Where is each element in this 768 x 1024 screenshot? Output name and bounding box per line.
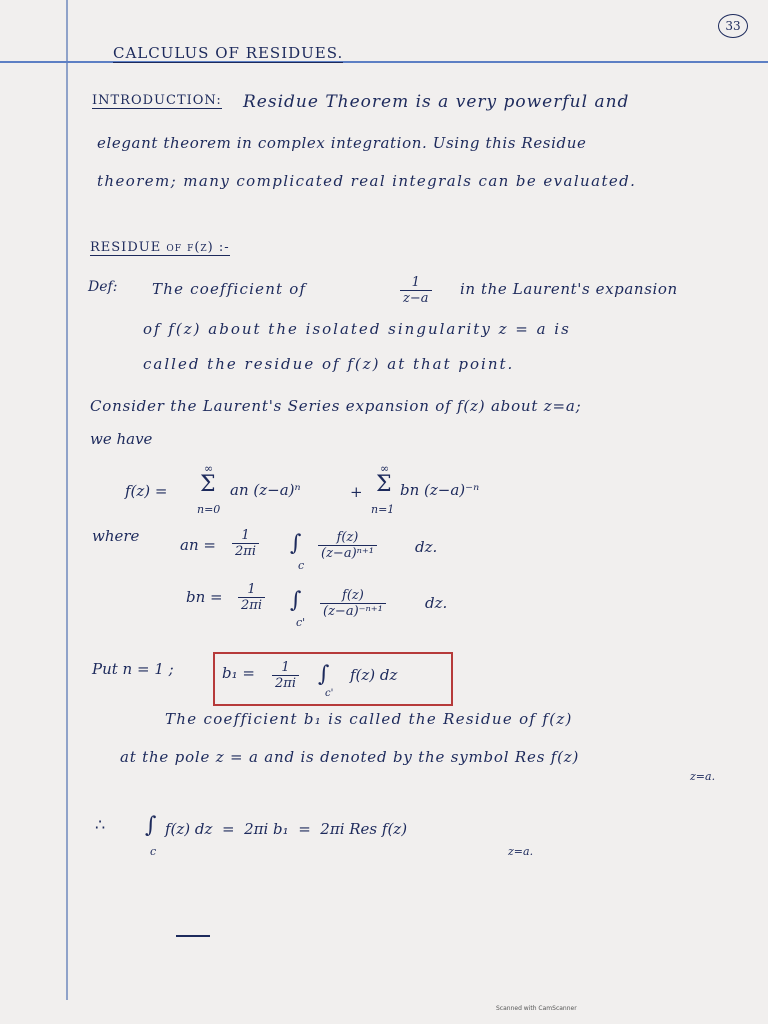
bn-lhs: bn = xyxy=(186,588,223,606)
an-integral-contour: c xyxy=(298,559,305,572)
bn-coef-den: 2πi xyxy=(241,598,262,613)
an-coef-den: 2πi xyxy=(235,544,256,559)
conclusion-subscript: z=a. xyxy=(690,770,716,783)
put-coef-den: 2πi xyxy=(275,676,296,691)
conclusion-line-1: The coefficient b₁ is called the Residue of f(z) xyxy=(165,710,573,728)
bn-integrand-den: (z−a)⁻ⁿ⁺¹ xyxy=(323,604,383,619)
series-term-1: an (z−a)ⁿ xyxy=(230,481,301,499)
an-integral-sign: ∫ xyxy=(290,531,302,556)
consider-line-1: Consider the Laurent's Series expansion of f(z) about z=a; xyxy=(90,397,582,415)
bn-integral-sign: ∫ xyxy=(290,588,302,613)
final-expression: f(z) dz = 2πi b₁ = 2πi Res f(z) xyxy=(165,820,408,838)
an-coefficient xyxy=(232,528,259,559)
intro-label: INTRODUCTION: xyxy=(92,93,222,108)
put-label: Put n = 1 ; xyxy=(92,660,174,678)
page-title: CALCULUS OF RESIDUES. xyxy=(113,44,344,62)
fraction-numerator: 1 xyxy=(400,275,432,291)
put-coefficient xyxy=(272,660,299,691)
an-integrand-num: f(z) xyxy=(318,530,377,546)
definition-line-1b: in the Laurent's expansion xyxy=(460,280,678,298)
therefore-symbol: ∴ xyxy=(95,815,106,834)
put-lhs: b₁ = xyxy=(222,664,255,682)
put-integrand: f(z) dz xyxy=(350,666,398,684)
put-coef-num: 1 xyxy=(272,660,299,676)
an-dz: dz. xyxy=(415,538,438,556)
definition-line-1a: The coefficient of xyxy=(152,280,307,298)
bn-coefficient xyxy=(238,582,265,613)
bn-integral-contour: c' xyxy=(296,616,306,629)
an-integrand xyxy=(318,530,377,561)
pen-stroke xyxy=(176,935,210,937)
intro-line-3: theorem; many complicated real integrals can be evaluated. xyxy=(97,172,637,190)
scanner-footer: Scanned with CamScanner xyxy=(496,1005,577,1012)
bn-dz: dz. xyxy=(425,594,448,612)
sum1-lower: n=0 xyxy=(197,503,221,516)
definition-fraction xyxy=(400,275,432,306)
bn-integrand-num: f(z) xyxy=(320,588,386,604)
series-term-2: bn (z−a)⁻ⁿ xyxy=(400,481,480,499)
bn-integrand xyxy=(320,588,386,619)
definition-line-2: of f(z) about the isolated singularity z = a is xyxy=(143,320,571,338)
final-integral-sign: ∫ xyxy=(145,813,157,838)
definition-label: Def: xyxy=(88,279,118,295)
an-lhs: an = xyxy=(180,536,216,554)
sum1-symbol: Σ xyxy=(200,472,216,497)
intro-line-1: Residue Theorem is a very powerful and xyxy=(243,92,630,112)
sum1-upper: ∞ xyxy=(204,462,214,475)
margin-line xyxy=(66,0,68,1000)
put-integral-contour: c' xyxy=(325,688,334,699)
an-coef-num: 1 xyxy=(232,528,259,544)
series-plus: + xyxy=(350,483,363,501)
sum2-symbol: Σ xyxy=(376,472,392,497)
final-subscript: z=a. xyxy=(508,845,534,858)
bn-coef-num: 1 xyxy=(238,582,265,598)
sum2-upper: ∞ xyxy=(380,462,390,475)
where-label: where xyxy=(92,527,140,545)
conclusion-line-2: at the pole z = a and is denoted by the symbol Res f(z) xyxy=(120,748,580,766)
consider-line-2: we have xyxy=(90,430,153,448)
page-number: 33 xyxy=(718,14,748,38)
definition-line-3: called the residue of f(z) at that point. xyxy=(143,355,515,373)
intro-line-2: elegant theorem in complex integration. Using this Residue xyxy=(97,134,587,152)
an-integrand-den: (z−a)ⁿ⁺¹ xyxy=(321,546,374,561)
put-integral-sign: ∫ xyxy=(318,662,330,687)
fraction-denominator: z−a xyxy=(403,291,429,306)
sum2-lower: n=1 xyxy=(371,503,395,516)
final-integral-contour: c xyxy=(150,845,157,858)
section-heading: RESIDUE of f(z) :- xyxy=(90,240,230,255)
series-lhs: f(z) = xyxy=(125,482,168,500)
